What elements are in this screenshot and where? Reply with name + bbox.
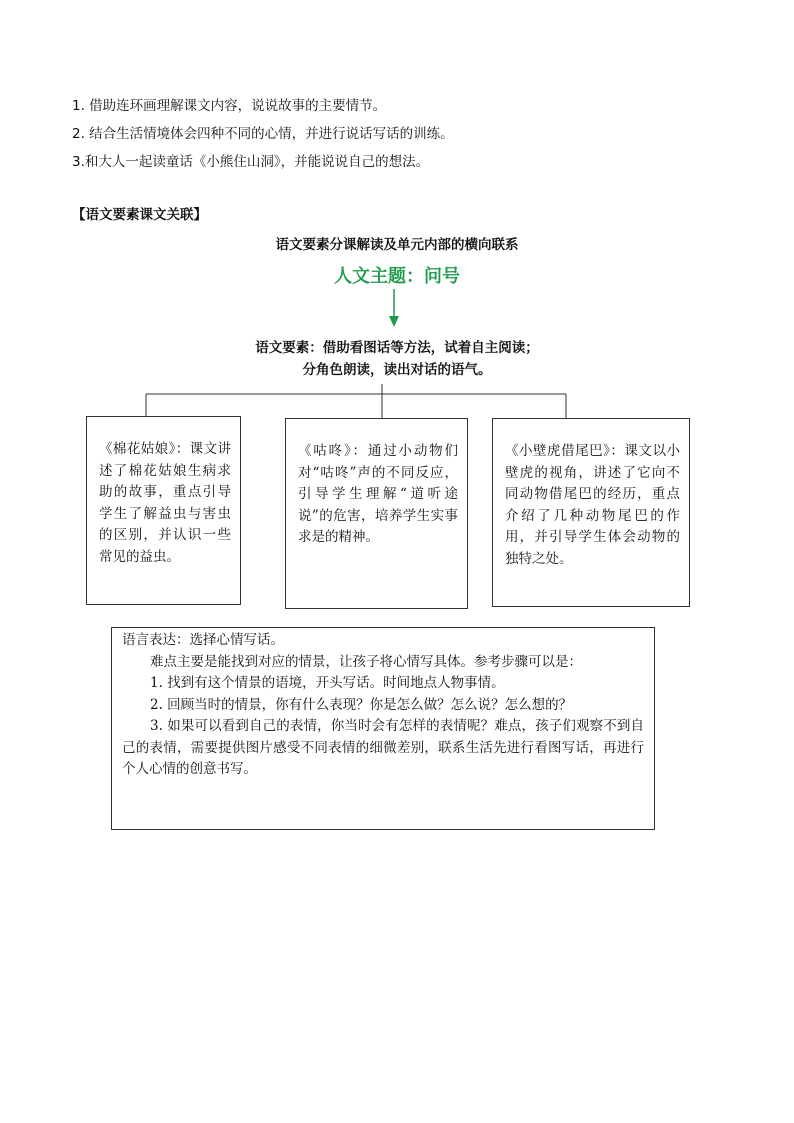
language-elements-line2: 分角色朗读，读出对话的语气。 (302, 362, 492, 378)
lesson-text-mianhua: 《棉花姑娘》：课文讲述了棉花姑娘生病求助的故事，重点引导学生了解益虫与害虫的区别，并认识一些常见的益虫。 (99, 441, 231, 565)
expression-title: 语言表达：选择心情写话。 (122, 632, 284, 648)
goal-item-3: 3.和大人一起读童话《小熊住山洞》，并能说说自己的想法。 (72, 154, 430, 170)
expression-intro: 难点主要是能找到对应的情景，让孩子将心情写具体。参考步骤可以是： (150, 653, 582, 670)
language-expression-box (111, 627, 655, 830)
expression-step-3: 3. 如果可以看到自己的表情，你当时会有怎样的表情呢？难点，孩子们观察不到自己的表情，需要提供图片感受不同表情的细微差别，联系生活先进行看图写话，再进行个人心情的创意书写。 (122, 718, 644, 777)
goal-item-2: 2. 结合生活情境体会四种不同的心情，并进行说话写话的训练。 (72, 126, 454, 142)
language-elements-line1: 语文要素：借助看图话等方法，试着自主阅读； (255, 340, 539, 356)
section-heading: 【语文要素课文关联】 (72, 207, 207, 223)
lesson-box-gudong (285, 418, 468, 609)
expression-step-2: 2. 回顾当时的情景，你有什么表现？你是怎么做？怎么说？怎么想的？ (150, 696, 573, 713)
lesson-box-mianhua (86, 416, 241, 605)
theme-arrow-head (389, 316, 399, 327)
lesson-text-gudong: 《咕咚》：通过小动物们对“咕咚”声的不同反应，引导学生理解“道听途说”的危害，培养学生实事求是的精神。 (298, 443, 458, 545)
expression-step-1: 1. 找到有这个情景的语境，开头写话。时间地点人物事情。 (150, 675, 505, 691)
lesson-text-biehu: 《小壁虎借尾巴》：课文以小壁虎的视角，讲述了它向不同动物借尾巴的经历，重点介绍了几种动物尾巴的作用，并引导学生体会动物的独特之处。 (505, 443, 680, 567)
lesson-box-biehu (492, 418, 690, 607)
language-elements (150, 337, 644, 381)
goal-item-1: 1. 借助连环画理解课文内容，说说故事的主要情节。 (72, 98, 387, 114)
theme-label: 人文主题：问号 (334, 266, 460, 287)
diagram-title: 语文要素分课解读及单元内部的横向联系 (275, 237, 519, 253)
